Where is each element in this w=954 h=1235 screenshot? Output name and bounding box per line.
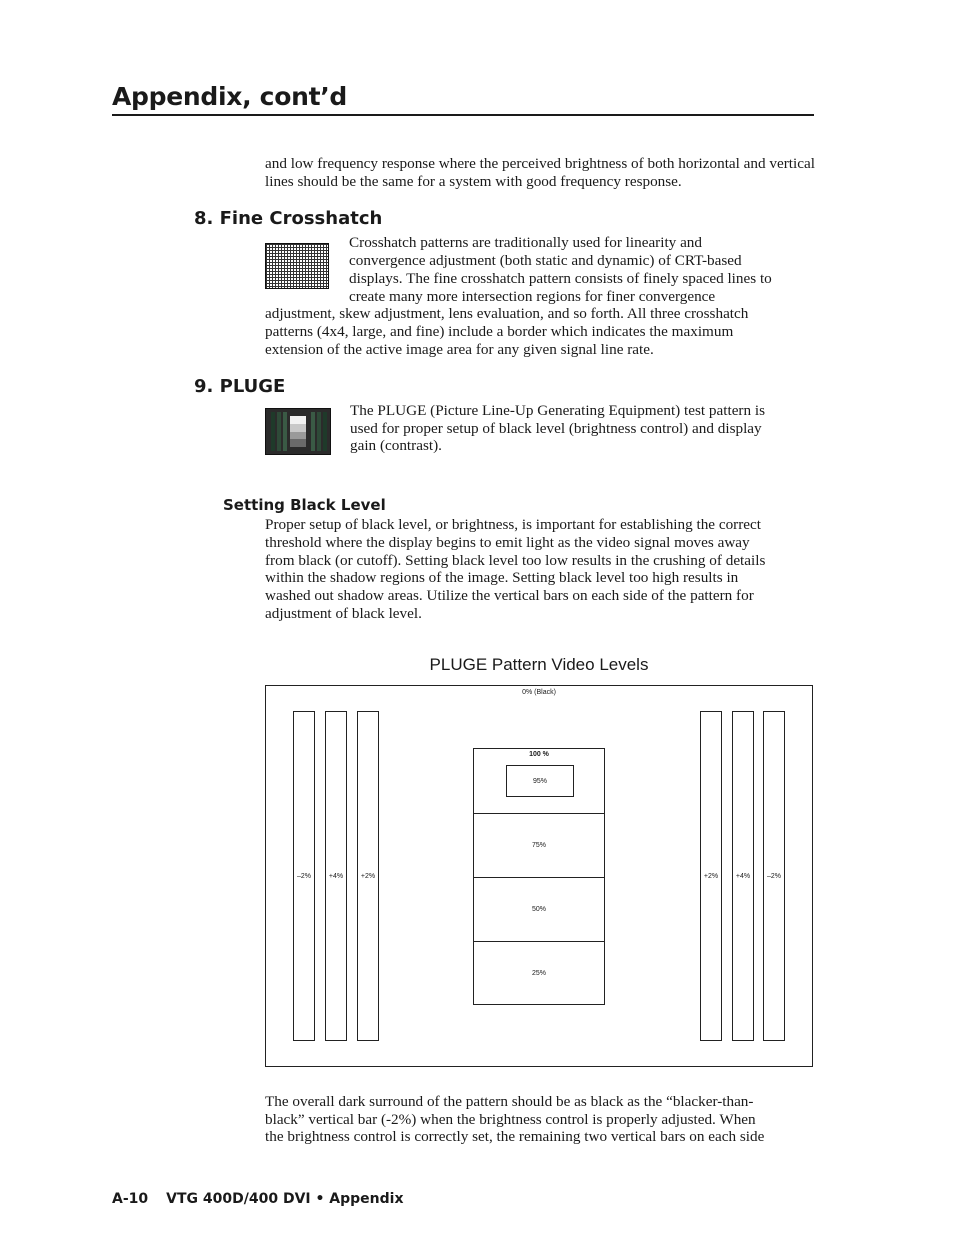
text-line: create many more intersection regions for finer convergence (349, 288, 716, 305)
right-bar-plus-2 (700, 711, 722, 1041)
bar-label: –2% (296, 872, 311, 880)
bar-label: +2% (360, 872, 376, 880)
text-line: patterns (4x4, large, and fine) include a border which indicates the maximum (265, 323, 734, 340)
pluge-pattern-diagram (265, 685, 813, 1067)
title-rule (112, 114, 814, 116)
text-line: displays. The fine crosshatch pattern consists of finely spaced lines to (349, 270, 772, 287)
gray-level-block (473, 748, 605, 1005)
text-line: The overall dark surround of the pattern should be as black as the “blacker-than- (265, 1093, 754, 1110)
level-25-cell (474, 941, 604, 1004)
left-bar-plus-2 (357, 711, 379, 1041)
level-95-box (506, 765, 574, 797)
text-line: the brightness control is correctly set, the remaining two vertical bars on each side (265, 1128, 765, 1145)
bar-label: +2% (703, 872, 719, 880)
background-level-label: 0% (Black) (522, 689, 556, 696)
level-label: 75% (531, 842, 546, 849)
text-line: adjustment of black level. (265, 605, 422, 622)
text-line: adjustment, skew adjustment, lens evaluation, and so forth. All three crosshatch (265, 305, 749, 322)
text-line: The PLUGE (Picture Line-Up Generating Equipment) test pattern is (350, 402, 766, 419)
section-8-heading: 8. Fine Crosshatch (194, 208, 383, 229)
page-number: A-10 (112, 1191, 149, 1207)
level-75-cell (474, 813, 604, 877)
fine-crosshatch-pattern-icon (265, 243, 329, 289)
text-line: extension of the active image area for any given signal line rate. (265, 341, 654, 358)
text-line: from black (or cutoff). Setting black level too low results in the crushing of details (265, 552, 766, 569)
bar-label: –2% (766, 872, 781, 880)
diagram-title: PLUGE Pattern Video Levels (429, 655, 649, 674)
text-line: within the shadow regions of the image. Setting black level too high results in (265, 569, 739, 586)
bar-label: +4% (735, 872, 751, 880)
level-95-label: 95% (532, 777, 547, 785)
text-line: threshold where the display begins to emit light as the video signal moves away (265, 534, 750, 551)
level-label: 25% (531, 969, 546, 977)
right-bar-plus-4 (732, 711, 754, 1041)
page-footer (112, 1191, 404, 1207)
right-bar-minus-2 (763, 711, 785, 1041)
text-line: used for proper setup of black level (brightness control) and display (350, 420, 762, 437)
text-line: Crosshatch patterns are traditionally used for linearity and (349, 234, 702, 251)
left-bar-plus-4 (325, 711, 347, 1041)
intro-paragraph: and low frequency response where the perceived brightness of both horizontal and vertical lines should be the same for a system with good frequency response. (265, 155, 815, 190)
text-line: Proper setup of black level, or brightness, is important for establishing the correct (265, 516, 761, 533)
page-title: Appendix, cont’d (112, 82, 348, 111)
pluge-pattern-icon (265, 408, 331, 455)
level-50-cell (474, 877, 604, 941)
footer-doc-title: VTG 400D/400 DVI • Appendix (166, 1191, 404, 1207)
text-line: washed out shadow areas. Utilize the vertical bars on each side of the pattern for (265, 587, 754, 604)
text-line: black” vertical bar (-2%) when the brightness control is properly adjusted. When (265, 1111, 756, 1128)
bar-label: +4% (328, 872, 344, 880)
left-bar-minus-2 (293, 711, 315, 1041)
level-100-label: 100 % (529, 751, 549, 758)
text-line: convergence adjustment (both static and dynamic) of CRT-based (349, 252, 742, 269)
level-label: 50% (531, 906, 546, 913)
setting-black-level-heading: Setting Black Level (223, 496, 386, 514)
text-line: gain (contrast). (350, 437, 442, 454)
section-9-heading: 9. PLUGE (194, 376, 286, 397)
